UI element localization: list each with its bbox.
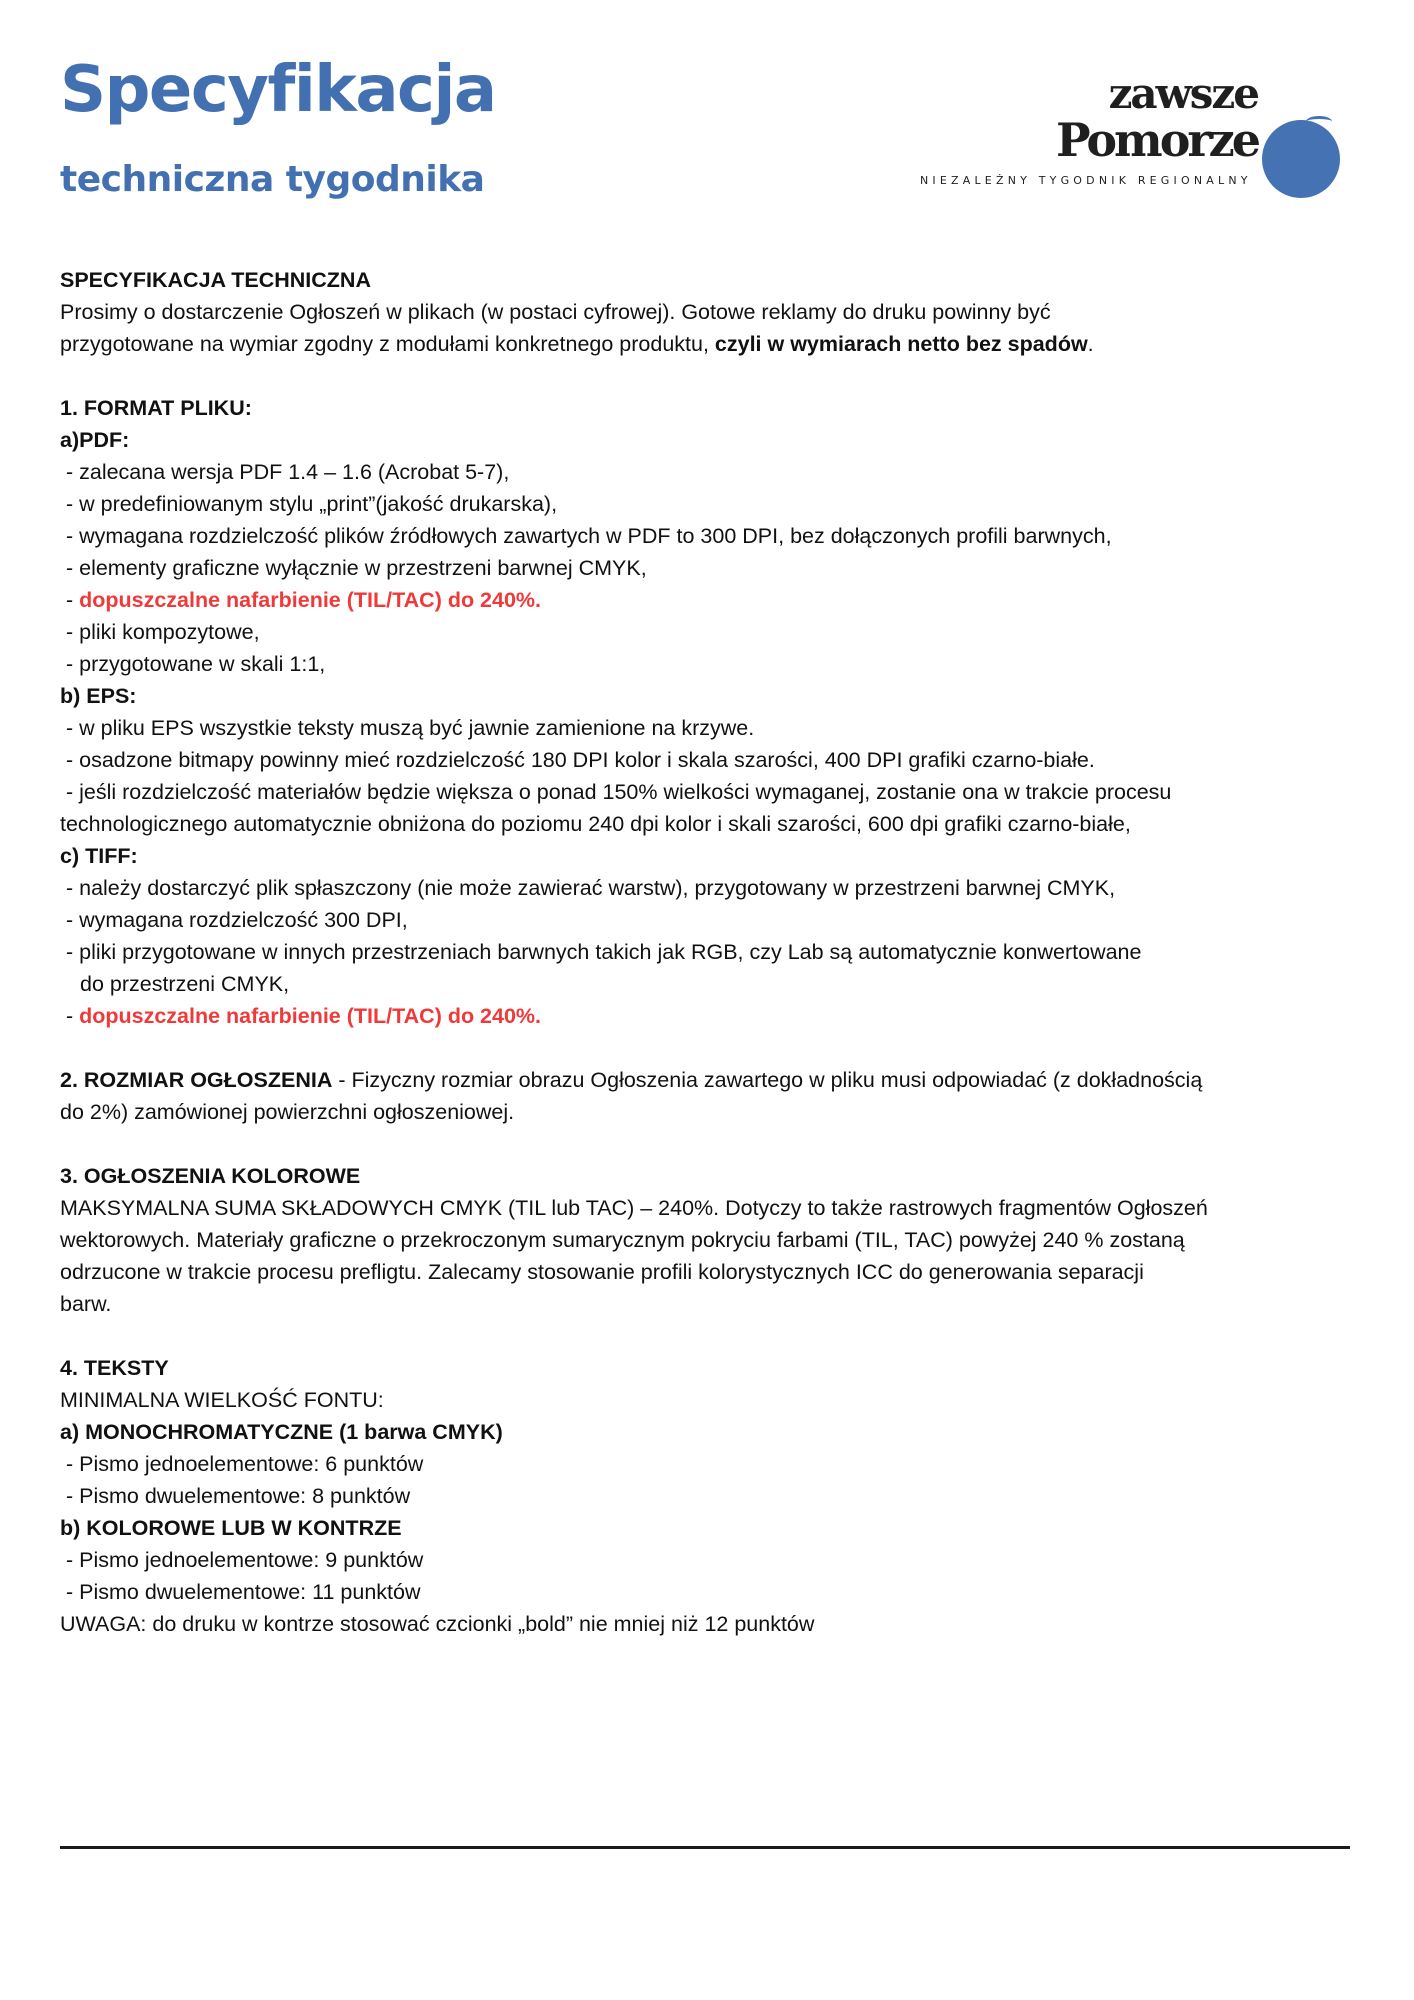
tiff-warning-item <box>60 1000 1370 1032</box>
eps-item: - w pliku EPS wszystkie teksty muszą być jawnie zamienione na krzywe. <box>60 716 755 740</box>
color-ads-line: barw. <box>60 1292 112 1316</box>
color-item: - Pismo dwuelementowe: 11 punktów <box>60 1580 421 1604</box>
mono-heading: a) MONOCHROMATYCZNE (1 barwa CMYK) <box>60 1420 503 1444</box>
intro-line-1: Prosimy o dostarczenie Ogłoszeń w plikach (w postaci cyfrowej). Gotowe reklamy do druku powinny być <box>60 300 1051 324</box>
pdf-item: - elementy graficzne wyłącznie w przestrzeni barwnej CMYK, <box>60 556 647 580</box>
color-ads-line: wektorowych. Materiały graficzne o przekroczonym sumarycznym pokryciu farbami (TIL, TAC) powyżej 240 % zostaną <box>60 1228 1185 1252</box>
intro-line-2-end: . <box>1087 332 1094 356</box>
color-ads-line: MAKSYMALNA SUMA SKŁADOWYCH CMYK (TIL lub TAC) – 240%. Dotyczy to także rastrowych fragmentów Ogłoszeń <box>60 1196 1208 1220</box>
zawsze-pomorze-logo <box>920 69 1350 212</box>
eps-item: - jeśli rozdzielczość materiałów będzie większa o ponad 150% wielkości wymaganej, zostanie ona w trakcie procesu <box>60 780 1172 804</box>
intro-line-2-emphasis: czyli w wymiarach netto bez spadów <box>714 332 1088 356</box>
color-ads-section <box>60 1160 1370 1320</box>
texts-note: UWAGA: do druku w kontrze stosować czcionki „bold” nie mniej niż 12 punktów <box>60 1612 815 1636</box>
color-ads-line: odrzucone w trakcie procesu prefligtu. Zalecamy stosowanie profili kolorystycznych ICC do generowania separacji <box>60 1260 1144 1284</box>
pdf-item: - wymagana rozdzielczość plików źródłowych zawartych w PDF to 300 DPI, bez dołączonych profili barwnych, <box>60 524 1112 548</box>
pdf-warning-item <box>60 584 1370 616</box>
tiff-warning-dash: - <box>60 1004 80 1028</box>
intro-line-2 <box>60 328 1370 360</box>
size-line-2: do 2%) zamówionej powierzchni ogłoszeniowej. <box>60 1100 515 1124</box>
tiff-item: - pliki przygotowane w innych przestrzeniach barwnych takich jak RGB, czy Lab są automatycznie konwertowane <box>60 940 1142 964</box>
texts-subheading: MINIMALNA WIELKOŚĆ FONTU: <box>60 1388 384 1412</box>
pdf-heading: a)PDF: <box>60 428 130 452</box>
eps-item: - osadzone bitmapy powinny mieć rozdzielczość 180 DPI kolor i skala szarości, 400 DPI grafiki czarno-białe. <box>60 748 1095 772</box>
color-heading: b) KOLOROWE LUB W KONTRZE <box>60 1516 402 1540</box>
color-item: - Pismo jednoelementowe: 9 punktów <box>60 1548 424 1572</box>
page-subtitle: techniczna tygodnika <box>60 159 485 200</box>
size-section <box>60 1064 1370 1128</box>
size-text: - Fizyczny rozmiar obrazu Ogłoszenia zawartego w pliku musi odpowiadać (z dokładnością <box>332 1068 1203 1092</box>
logo-word-pomorze: Pomorze <box>1055 113 1258 167</box>
size-heading: 2. ROZMIAR OGŁOSZENIA <box>60 1068 333 1092</box>
eps-item-continued: technologicznego automatycznie obniżona do poziomu 240 dpi kolor i skali szarości, 600 dpi grafiki czarno-białe, <box>60 812 1131 836</box>
eps-heading: b) EPS: <box>60 684 137 708</box>
logo-word-zawsze: zawsze <box>1108 69 1258 118</box>
pdf-item: - pliki kompozytowe, <box>60 620 260 644</box>
format-heading: 1. FORMAT PLIKU: <box>60 396 252 420</box>
page-title: Specyfikacja <box>60 53 496 127</box>
pdf-item: - przygotowane w skali 1:1, <box>60 652 326 676</box>
mono-item: - Pismo jednoelementowe: 6 punktów <box>60 1452 424 1476</box>
logo-circle-icon <box>1262 120 1340 198</box>
color-ads-heading: 3. OGŁOSZENIA KOLOROWE <box>60 1164 361 1188</box>
size-line-1 <box>60 1064 1370 1096</box>
pdf-warning-text: dopuszczalne nafarbienie (TIL/TAC) do 240%. <box>79 588 542 612</box>
logo-tagline: NIEZALEŻNY TYGODNIK REGIONALNY <box>920 174 1252 187</box>
spec-content <box>60 264 1370 1640</box>
texts-section <box>60 1352 1370 1640</box>
format-section <box>60 392 1370 1032</box>
pdf-warning-dash: - <box>60 588 80 612</box>
logo-words <box>1055 69 1258 167</box>
footer-divider <box>60 1846 1350 1849</box>
tiff-item-continued: do przestrzeni CMYK, <box>80 972 290 996</box>
tiff-item: - wymagana rozdzielczość 300 DPI, <box>60 908 408 932</box>
intro-line-2-text: przygotowane na wymiar zgodny z modułami konkretnego produktu, <box>60 332 715 356</box>
pdf-item: - zalecana wersja PDF 1.4 – 1.6 (Acrobat 5-7), <box>60 460 510 484</box>
texts-heading: 4. TEKSTY <box>60 1356 169 1380</box>
intro-heading: SPECYFIKACJA TECHNICZNA <box>60 268 371 292</box>
pdf-item: - w predefiniowanym stylu „print”(jakość drukarska), <box>60 492 558 516</box>
tiff-heading: c) TIFF: <box>60 844 138 868</box>
intro-section <box>60 264 1370 360</box>
tiff-item: - należy dostarczyć plik spłaszczony (nie może zawierać warstw), przygotowany w przestrzeni barwnej CMYK, <box>60 876 1116 900</box>
tiff-warning-text: dopuszczalne nafarbienie (TIL/TAC) do 240%. <box>79 1004 542 1028</box>
mono-item: - Pismo dwuelementowe: 8 punktów <box>60 1484 411 1508</box>
